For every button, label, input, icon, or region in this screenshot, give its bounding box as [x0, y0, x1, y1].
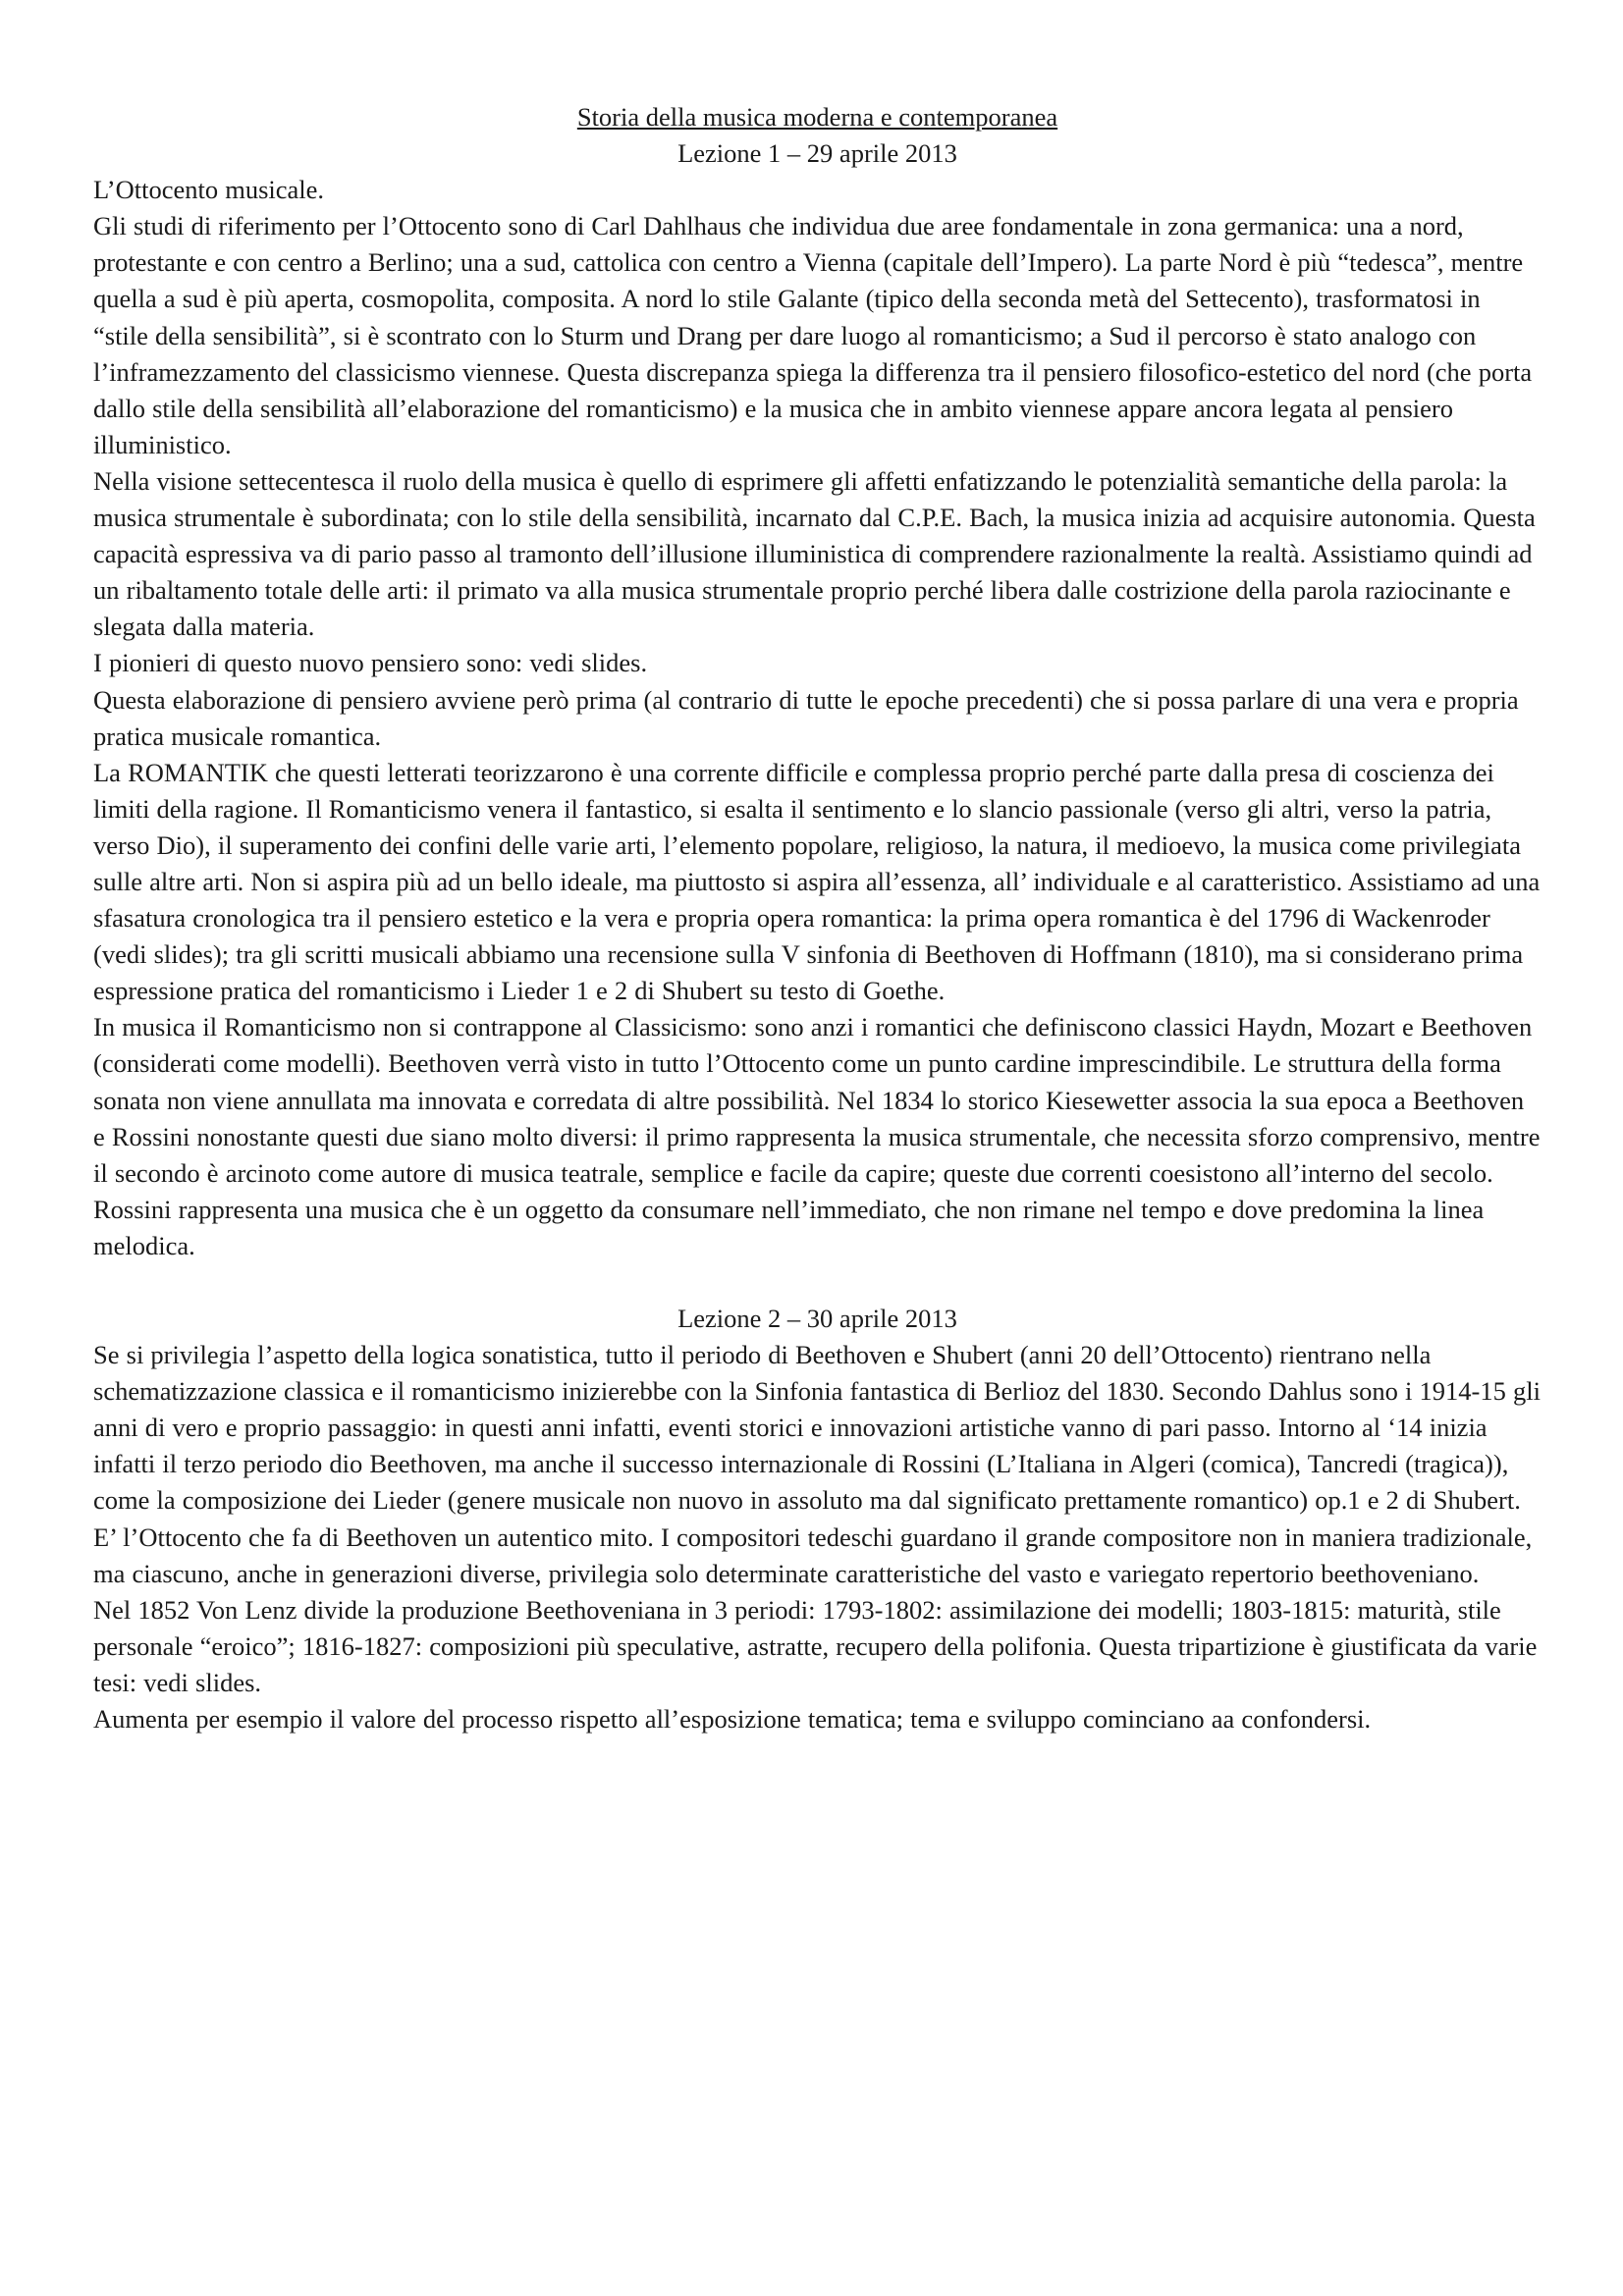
lesson-2-heading: Lezione 2 – 30 aprile 2013	[677, 1304, 957, 1333]
lesson-1-section	[93, 172, 1542, 1264]
lesson-2-section	[93, 1337, 1542, 1737]
paragraph: Nel 1852 Von Lenz divide la produzione Beethoveniana in 3 periodi: 1793-1802: assimilazione dei modelli; 1803-1815: maturità, stile personale “eroico”; 1816-1827: composizioni più speculative, astratte, recupero della polifonia. Questa tripartizione è giustificata da varie tesi: vedi slides.	[93, 1594, 1538, 1697]
lesson-1-heading: Lezione 1 – 29 aprile 2013	[677, 138, 957, 169]
paragraph: La ROMANTIK che questi letterati teorizzarono è una corrente difficile e complessa proprio perché parte dalla presa di coscienza dei limiti della ragione. Il Romanticismo venera il fantastico, si esalta il sentimento e lo slancio passionale (verso gli altri, verso la patria, verso Dio), il superamento dei confini delle varie arti, l’elemento popolare, religioso, la natura, il medioevo, la musica come privilegiata sulle altre arti. Non si aspira più ad un bello ideale, ma piuttosto si aspira all’essenza, all’ individuale e al caratteristico. Assistiamo ad una sfasatura cronologica tra il pensiero estetico e la vera e propria opera romantica: la prima opera romantica è del 1796 di Wackenroder (vedi slides); tra gli scritti musicali abbiamo una recensione sulla V sinfonia di Beethoven di Hoffmann (1810), ma si considerano prima espressione pratica del romanticismo i Lieder 1 e 2 di Shubert su testo di Goethe.	[93, 757, 1541, 1006]
section-spacer	[93, 1264, 1542, 1301]
paragraph: L’Ottocento musicale.	[93, 175, 325, 205]
paragraph: E’ l’Ottocento che fa di Beethoven un autentico mito. I compositori tedeschi guardano il grande compositore non in maniera tradizionale, ma ciascuno, anche in generazioni diverse, privilegia solo determinate caratteristiche del vasto e variegato repertorio beethoveniano.	[93, 1522, 1533, 1588]
paragraph: Rossini rappresenta una musica che è un oggetto da consumare nell’immediato, che non rimane nel tempo e dove predomina la linea melodica.	[93, 1194, 1485, 1260]
paragraph: Nella visione settecentesca il ruolo della musica è quello di esprimere gli affetti enfatizzando le potenzialità semantiche della parola: la musica strumentale è subordinata; con lo stile della sensibilità, incarnato dal C.P.E. Bach, la musica inizia ad acquisire autonomia. Questa capacità espressiva va di pario passo al tramonto dell’illusione illuministica di comprendere razionalmente la realtà. Assistiamo quindi ad un ribaltamento totale delle arti: il primato va alla musica strumentale proprio perché libera dalle costrizione della parola raziocinante e slegata dalla materia.	[93, 465, 1536, 642]
paragraph: Gli studi di riferimento per l’Ottocento sono di Carl Dahlhaus che individua due aree fondamentale in zona germanica: una a nord, protestante e con centro a Berlino; una a sud, cattolica con centro a Vienna (capitale dell’Impero). La parte Nord è più “tedesca”, mentre quella a sud è più aperta, cosmopolita, composita. A nord lo stile Galante (tipico della seconda metà del Settecento), trasformatosi in “stile della sensibilità”, si è scontrato con lo Sturm und Drang per dare luogo al romanticismo; a Sud il percorso è stato analogo con l’inframezzamento del classicismo viennese. Questa discrepanza spiega la differenza tra il pensiero filosofico-estetico del nord (che porta dallo stile della sensibilità all’elaborazione del romanticismo) e la musica che in ambito viennese appare ancora legata al pensiero illuministico.	[93, 211, 1533, 459]
paragraph: Questa elaborazione di pensiero avviene però prima (al contrario di tutte le epoche precedenti) che si possa parlare di una vera e propria pratica musicale romantica.	[93, 684, 1519, 751]
paragraph: I pionieri di questo nuovo pensiero sono: vedi slides.	[93, 648, 648, 678]
paragraph: Se si privilegia l’aspetto della logica sonatistica, tutto il periodo di Beethoven e Shubert (anni 20 dell’Ottocento) rientrano nella schematizzazione classica e il romanticismo inizierebbe con la Sinfonia fantastica di Berlioz del 1830. Secondo Dahlus sono i 1914-15 gli anni di vero e proprio passaggio: in questi anni infatti, eventi storici e innovazioni artistiche vanno di pari passo. Intorno al ‘14 inizia infatti il terzo periodo dio Beethoven, ma anche il successo internazionale di Rossini (L’Italiana in Algeri (comica), Tancredi (tragica)), come la composizione dei Lieder (genere musicale non nuovo in assoluto ma dal significato prettamente romantico) op.1 e 2 di Shubert.	[93, 1340, 1541, 1516]
paragraph: Aumenta per esempio il valore del processo rispetto all’esposizione tematica; tema e sviluppo cominciano aa confondersi.	[93, 1704, 1372, 1735]
paragraph: In musica il Romanticismo non si contrappone al Classicismo: sono anzi i romantici che definiscono classici Haydn, Mozart e Beethoven (considerati come modelli). Beethoven verrà visto in tutto l’Ottocento come un punto cardine imprescindibile. Le struttura della forma sonata non viene annullata ma innovata e corredata di altre possibilità. Nel 1834 lo storico Kiesewetter associa la sua epoca a Beethoven e Rossini nonostante questi due siano molto diversi: il primo rappresenta la musica strumentale, che necessita sforzo comprensivo, mentre il secondo è arcinoto come autore di musica teatrale, semplice e facile da capire; queste due correnti coesistono all’interno del secolo.	[93, 1012, 1541, 1188]
document-title: Storia della musica moderna e contemporanea	[576, 102, 1058, 132]
document-body	[93, 99, 1542, 1737]
